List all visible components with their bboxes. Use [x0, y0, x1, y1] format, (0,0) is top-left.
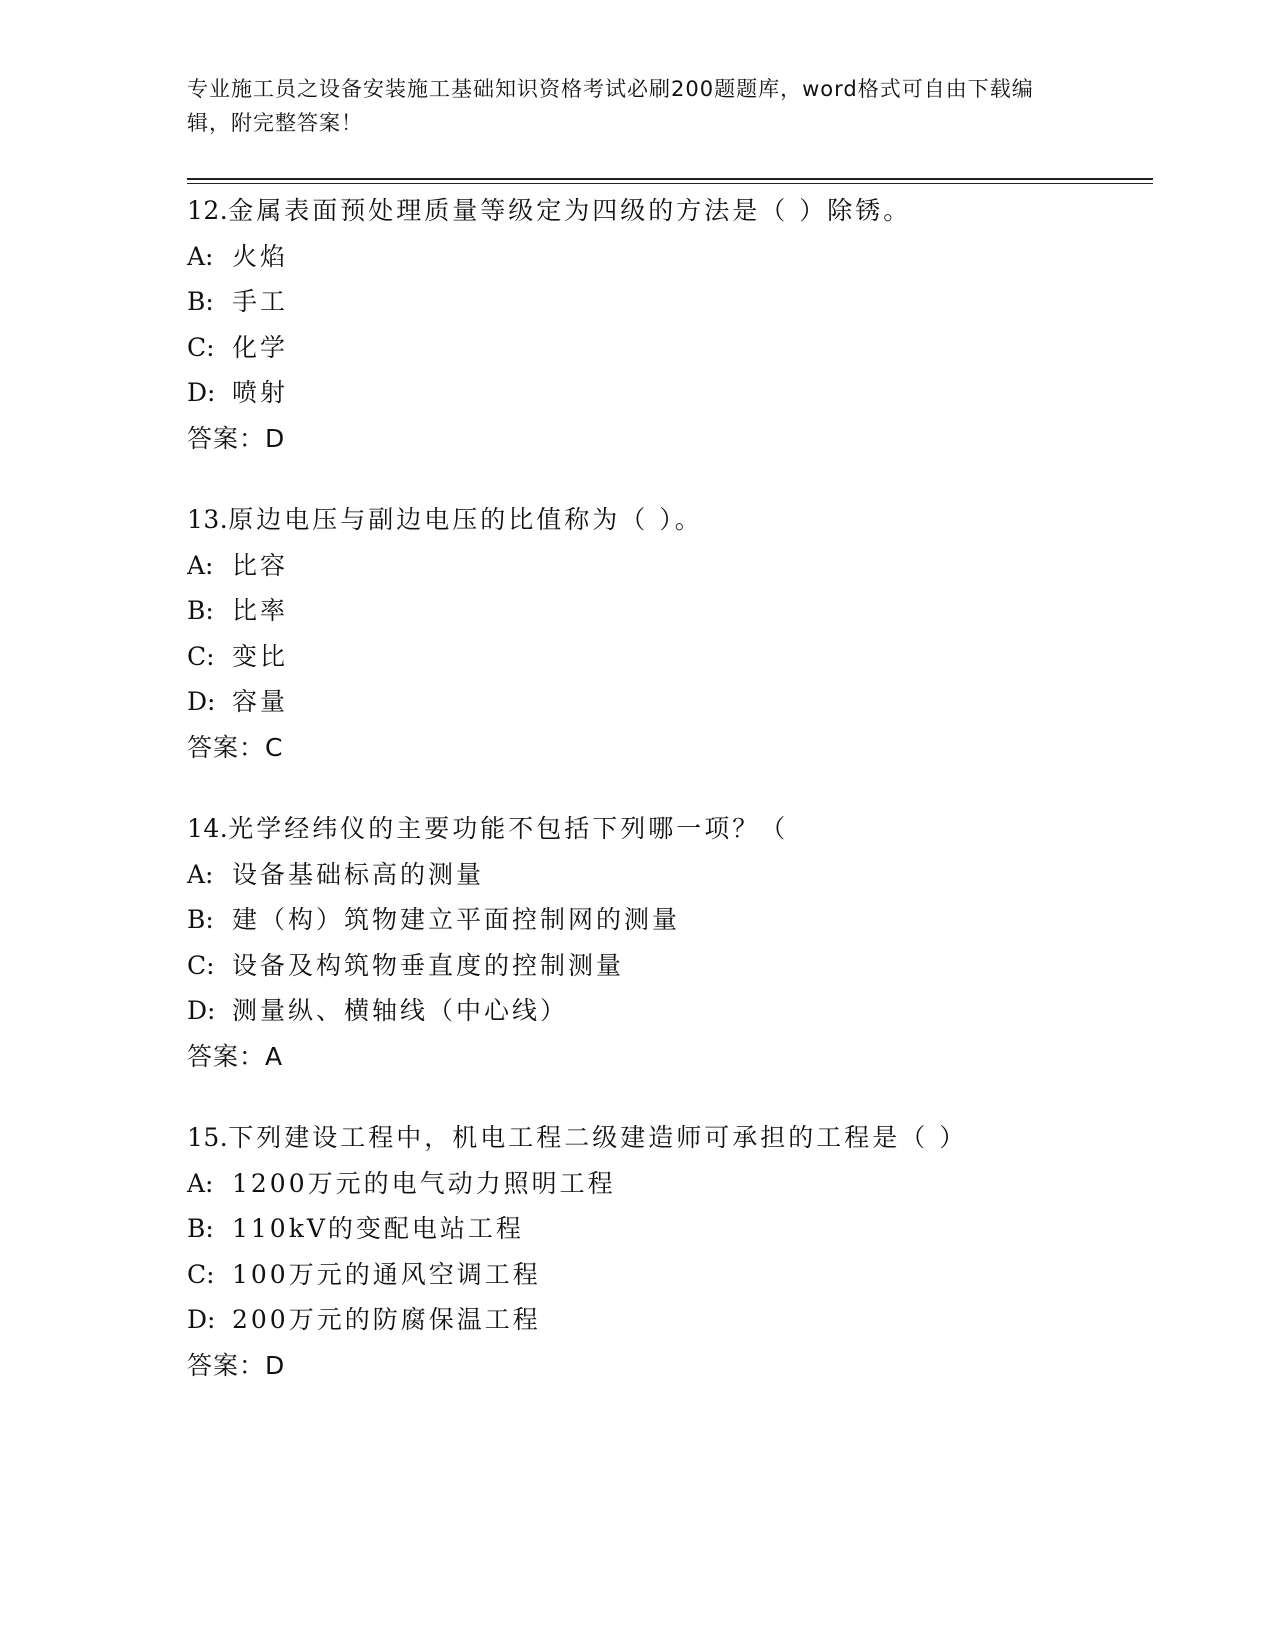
option-a [187, 543, 1153, 589]
option-d [187, 370, 1153, 416]
option-b [187, 279, 1153, 325]
option-letter: B: [187, 596, 214, 625]
question-number: 13. [187, 505, 229, 534]
answer-label: 答案： [187, 423, 266, 453]
header-divider-thick [187, 178, 1153, 180]
question-item [187, 188, 1153, 461]
question-text: 金属表面预处理质量等级定为四级的方法是（ ）除锈。 [228, 196, 912, 225]
answer-label: 答案： [187, 1350, 266, 1380]
option-text: 200万元的防腐保温工程 [232, 1305, 541, 1334]
option-b [187, 897, 1153, 943]
option-text: 100万元的通风空调工程 [232, 1259, 541, 1289]
option-text: 比容 [232, 550, 289, 580]
option-d [187, 679, 1153, 725]
option-letter: A: [187, 859, 214, 889]
option-letter: B: [187, 287, 214, 316]
option-text: 比率 [232, 596, 289, 625]
option-text: 测量纵、横轴线（中心线） [232, 996, 569, 1025]
answer-label: 答案： [187, 732, 266, 762]
option-letter: D: [187, 687, 216, 716]
option-text: 设备基础标高的测量 [232, 859, 485, 889]
answer-value: C [265, 732, 284, 762]
option-c [187, 634, 1153, 680]
option-text: 喷射 [232, 378, 289, 407]
question-stem [187, 1115, 1153, 1161]
option-d [187, 1297, 1153, 1343]
answer-line [187, 1034, 1153, 1080]
option-letter: A: [187, 550, 214, 580]
option-letter: B: [187, 1214, 214, 1243]
answer-value: A [265, 1041, 284, 1071]
answer-line [187, 725, 1153, 771]
option-text: 容量 [232, 687, 289, 716]
option-b [187, 1206, 1153, 1252]
option-b [187, 588, 1153, 634]
header-divider-thin [187, 183, 1153, 184]
question-text: 下列建设工程中，机电工程二级建造师可承担的工程是（ ） [228, 1123, 968, 1152]
option-letter: D: [187, 378, 216, 407]
option-a [187, 1161, 1153, 1207]
question-item [187, 1115, 1153, 1388]
option-letter: C: [187, 332, 215, 362]
option-text: 变比 [232, 641, 289, 671]
question-list [187, 188, 1153, 1424]
option-letter: C: [187, 950, 215, 980]
question-stem [187, 497, 1153, 543]
question-text: 原边电压与副边电压的比值称为（ ）。 [228, 505, 703, 534]
question-item [187, 497, 1153, 770]
answer-line [187, 1343, 1153, 1389]
question-number: 12. [187, 196, 229, 225]
option-text: 建（构）筑物建立平面控制网的测量 [232, 905, 681, 934]
answer-line [187, 416, 1153, 462]
answer-label: 答案： [187, 1041, 266, 1071]
question-item [187, 806, 1153, 1079]
question-stem [187, 188, 1153, 234]
option-a [187, 852, 1153, 898]
option-a [187, 234, 1153, 280]
option-letter: A: [187, 1168, 214, 1198]
question-text: 光学经纬仪的主要功能不包括下列哪一项？（ [228, 814, 789, 843]
option-letter: B: [187, 905, 214, 934]
document-header: 专业施工员之设备安装施工基础知识资格考试必刷200题题库，word格式可自由下载编辑，附完整答案！ [187, 77, 1034, 135]
option-letter: C: [187, 641, 215, 671]
option-letter: A: [187, 241, 214, 271]
option-letter: D: [187, 1305, 216, 1334]
option-c [187, 325, 1153, 371]
option-text: 1200万元的电气动力照明工程 [232, 1168, 616, 1198]
answer-value: D [265, 423, 286, 453]
option-letter: C: [187, 1259, 215, 1289]
question-number: 14. [187, 814, 229, 843]
option-text: 化学 [232, 332, 289, 362]
option-text: 火焰 [232, 241, 289, 271]
question-number: 15. [187, 1123, 229, 1152]
option-text: 手工 [232, 287, 289, 316]
option-letter: D: [187, 996, 216, 1025]
question-stem [187, 806, 1153, 852]
option-c [187, 1252, 1153, 1298]
option-text: 110kV的变配电站工程 [232, 1214, 524, 1243]
option-c [187, 943, 1153, 989]
option-text: 设备及构筑物垂直度的控制测量 [232, 950, 625, 980]
option-d [187, 988, 1153, 1034]
answer-value: D [265, 1350, 286, 1380]
